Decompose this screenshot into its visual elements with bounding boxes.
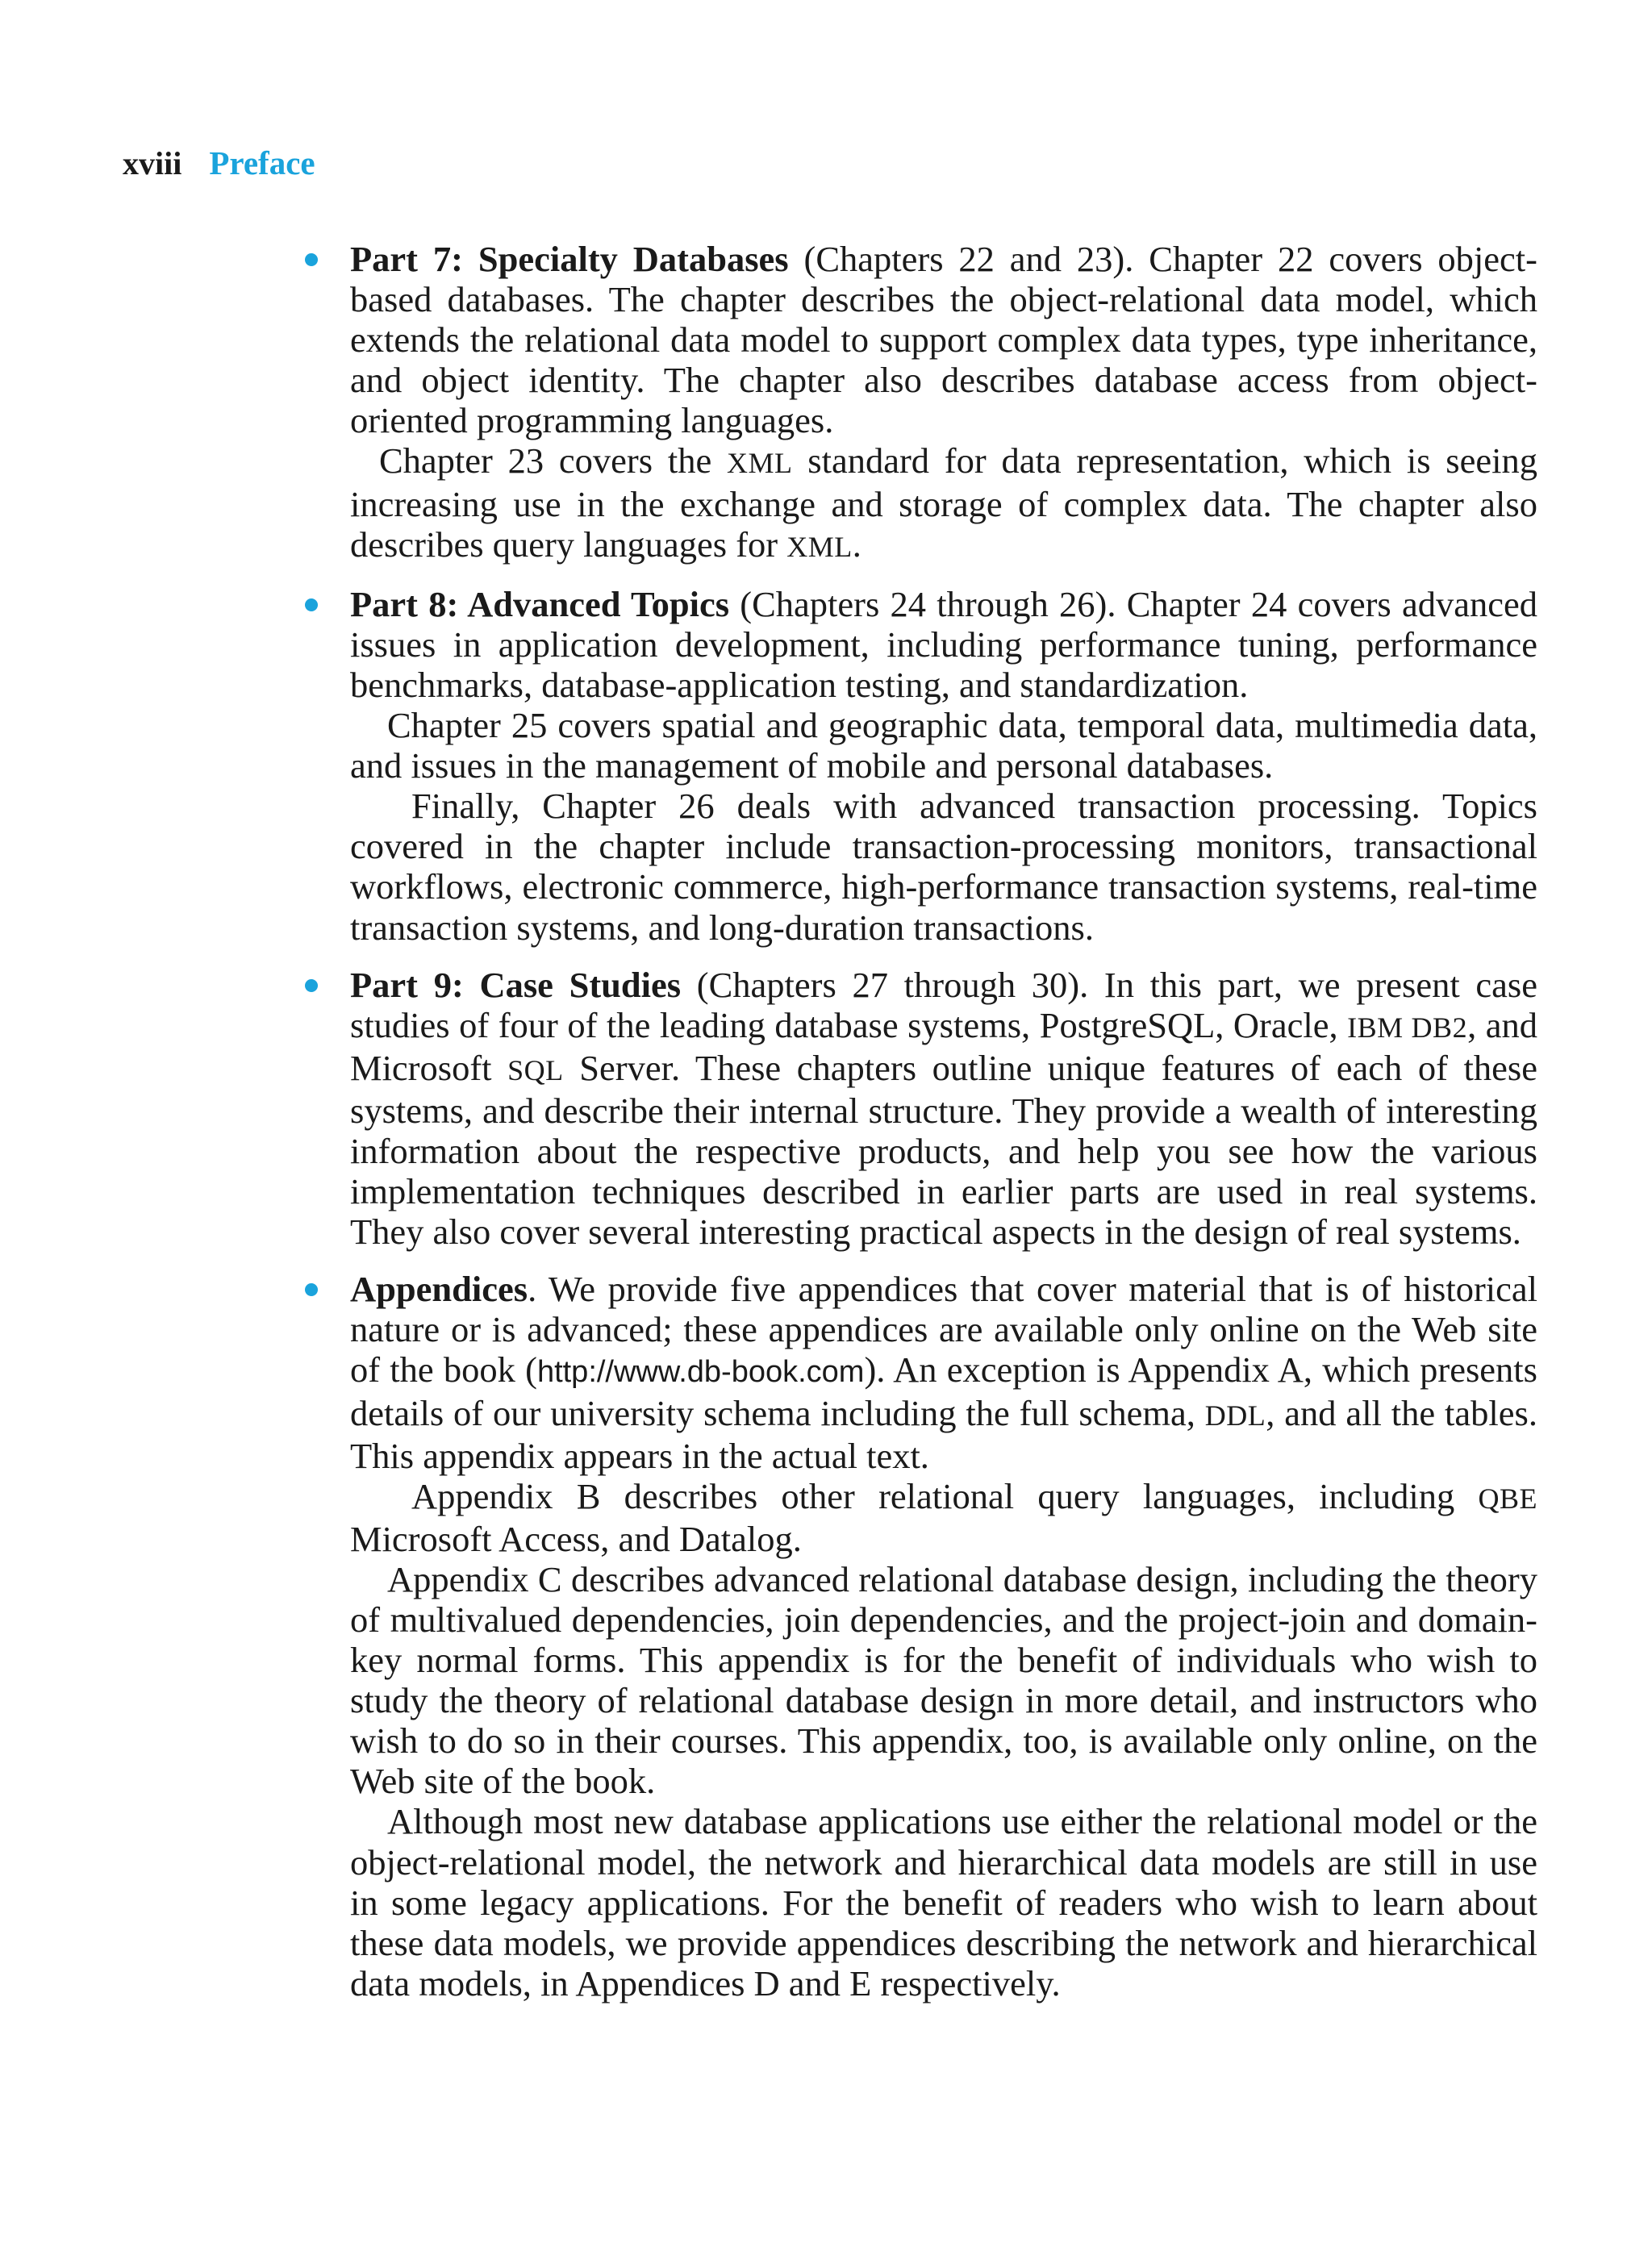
running-title: Preface xyxy=(209,144,315,181)
paragraph: Part 7: Specialty Databases (Chapters 22 and 23). Chapter 22 covers object-based databases. The chapter describes the object-relational data model, which extends the relational data model to support complex data types, type inheritance, and object identity. The chapter also describes database access from object-oriented programming languages. xyxy=(350,239,1537,441)
page-number: xviii xyxy=(123,145,182,181)
list-item-part7 xyxy=(350,239,1537,567)
list-item-part9 xyxy=(350,965,1537,1253)
bullet-icon xyxy=(305,598,318,611)
paragraph: Appendix B describes other relational query languages, including QBE Microsoft Access, and Datalog. xyxy=(350,1475,1537,1559)
paragraph: Chapter 23 covers the XML standard for data representation, which is seeing increasing use in the exchange and storage of complex data. The chapter also describes query languages for XML. xyxy=(350,440,1537,565)
paragraph: Part 9: Case Studies (Chapters 27 through 30). In this part, we present case studies of four of the leading database systems, PostgreSQL, Oracle, IBM DB2, and Microsoft SQL Server. These chapters outline unique features of each of these systems, and describe their internal structure. They provide a wealth of interesting information about the respective products, and help you see how the various implementation techniques described in earlier parts are used in real systems. They also cover several interesting practical aspects in the design of real systems. xyxy=(350,964,1537,1253)
item-heading: Part 8: Advanced Topics xyxy=(350,583,730,624)
list-item-part8 xyxy=(350,584,1537,948)
paragraph: Although most new database applications use either the relational model or the object-relational model, the network and hierarchical data models are still in use in some legacy applications. For the benefit of readers who wish to learn about these data models, we provide appendices describing the network and hierarchical data models, in Appendices D and E respectively. xyxy=(350,1801,1537,2004)
paragraph: Finally, Chapter 26 deals with advanced transaction processing. Topics covered in the chapter include transaction-processing monitors, transactional workflows, electronic commerce, high-performance transaction systems, real-time transaction systems, and long-duration transactions. xyxy=(350,786,1537,948)
item-heading: Part 7: Specialty Databases xyxy=(350,239,789,279)
bullet-icon xyxy=(305,253,318,266)
paragraph: Chapter 25 covers spatial and geographic data, temporal data, multimedia data, and issues in the management of mobile and personal databases. xyxy=(350,705,1537,786)
item-heading: Appendices xyxy=(350,1269,528,1310)
page-header xyxy=(123,144,315,184)
paragraph: Appendices. We provide five appendices that cover material that is of historical nature or is advanced; these appendices are available only online on the Web site of the book (http://www.db-book.com). An exception is Appendix A, which presents details of our university schema including the full schema, DDL, and all the tables. This appendix appears in the actual text. xyxy=(350,1269,1537,1476)
paragraph: Part 8: Advanced Topics (Chapters 24 through 26). Chapter 24 covers advanced issues in application development, including performance tuning, performance benchmarks, database-application testing, and standardization. xyxy=(350,583,1537,705)
paragraph: Appendix C describes advanced relational database design, including the theory of multivalued dependencies, join dependencies, and the project-join and domain-key normal forms. This appendix is for the benefit of individuals who wish to study the theory of relational database design in more detail, and instructors who wish to do so in their courses. This appendix, too, is available only online, on the Web site of the book. xyxy=(350,1558,1537,1802)
bullet-icon xyxy=(305,979,318,992)
bullet-icon xyxy=(305,1283,318,1296)
item-heading: Part 9: Case Studies xyxy=(350,964,682,1005)
book-url[interactable]: http://www.db-book.com xyxy=(536,1355,865,1390)
list-item-appendices xyxy=(350,1269,1537,2004)
page-body xyxy=(350,239,1537,2020)
